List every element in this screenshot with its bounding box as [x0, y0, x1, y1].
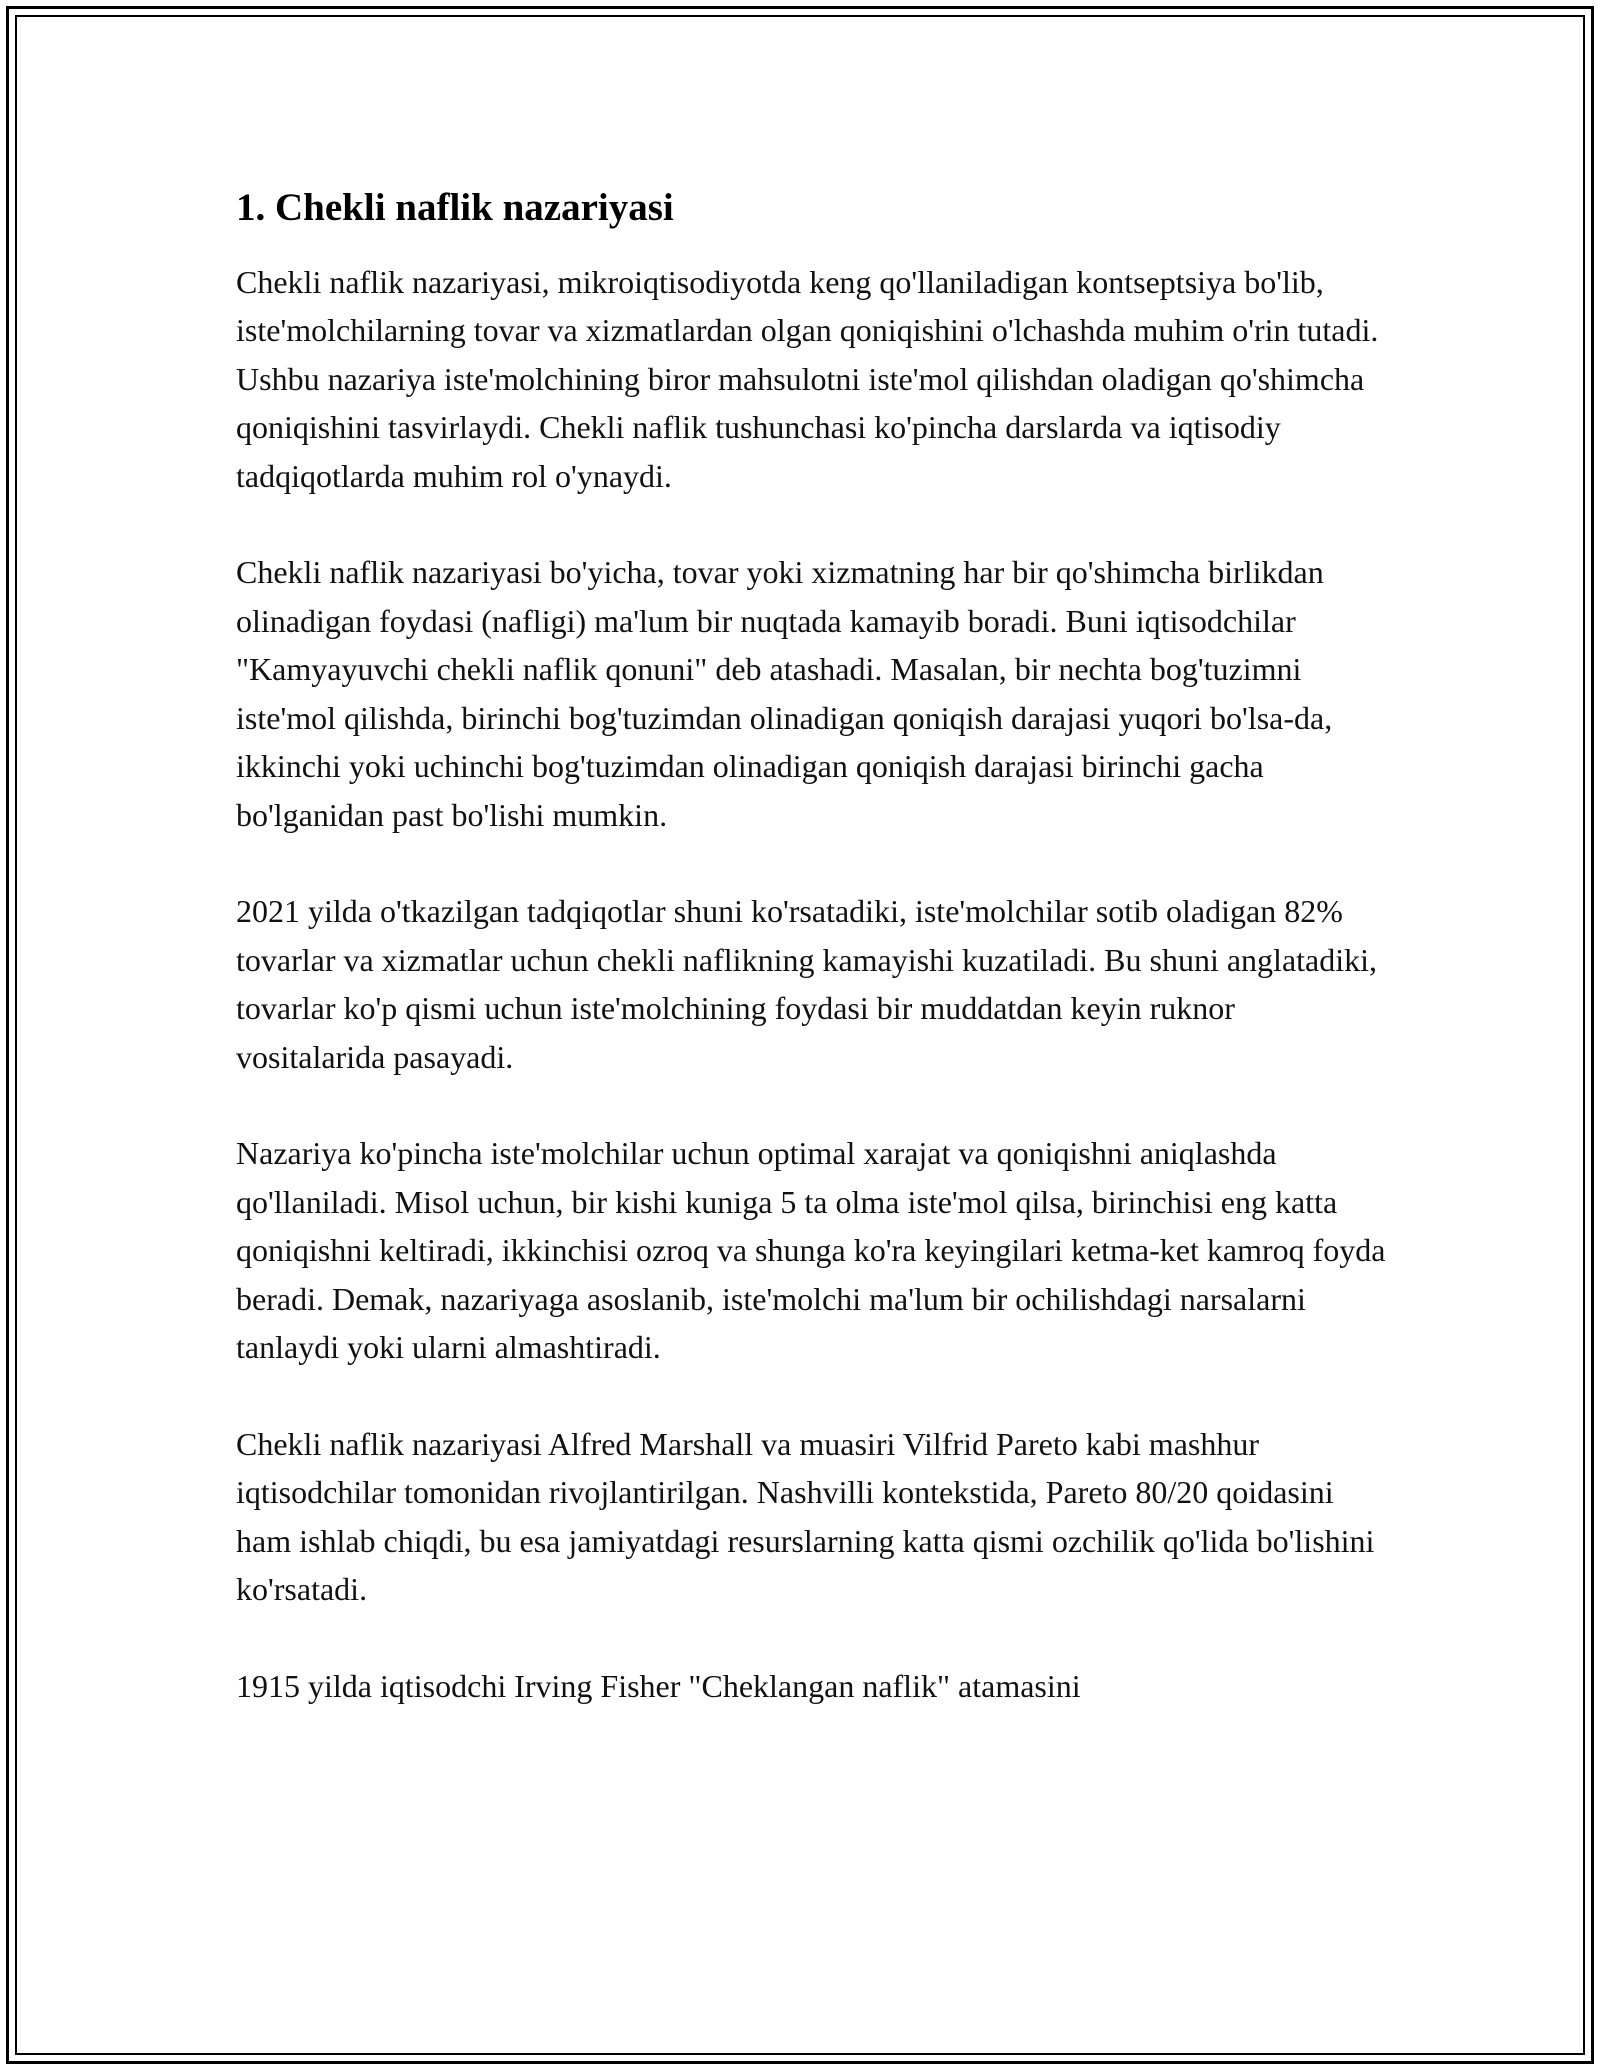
- paragraph-5: Chekli naflik nazariyasi Alfred Marshall va muasiri Vilfrid Pareto kabi mashhur iqtisodchilar tomonidan rivojlantirilgan. Nashvilli kontekstida, Pareto 80/20 qoidasini ham ishlab chiqdi, bu esa jamiyatdagi resurslarning katta qismi ozchilik qo'lida bo'lishini ko'rsatadi.: [236, 1425, 1375, 1608]
- document-body: [236, 185, 1386, 1758]
- paragraph-1: Chekli naflik nazariyasi, mikroiqtisodiyotda keng qo'llaniladigan kontseptsiya bo'lib, iste'molchilarning tovar va xizmatlardan olgan qoniqishini o'lchashda muhim o'rin tutadi. Ushbu nazariya iste'molchining biror mahsulotni iste'mol qilishdan oladigan qo'shimcha qoniqishini tasvirlaydi. Chekli naflik tushunchasi ko'pincha darslarda va iqtisodiy tadqiqotlarda muhim rol o'ynaydi.: [236, 263, 1379, 494]
- paragraph-3: 2021 yilda o'tkazilgan tadqiqotlar shuni ko'rsatadiki, iste'molchilar sotib oladigan 82% tovarlar va xizmatlar uchun chekli naflikning kamayishi kuzatiladi. Bu shuni anglatadiki, tovarlar ko'p qismi uchun iste'molchining foydasi bir muddatdan keyin ruknor vositalarida pasayadi.: [236, 893, 1378, 1075]
- paragraph-2: Chekli naflik nazariyasi bo'yicha, tovar yoki xizmatning har bir qo'shimcha birlikdan olinadigan foydasi (nafligi) ma'lum bir nuqtada kamayib boradi. Buni iqtisodchilar "Kamyayuvchi chekli naflik qonuni" deb atashadi. Masalan, bir nechta bog'tuzimni iste'mol qilishda, birinchi bog'tuzimdan olinadigan qoniqish darajasi yuqori bo'lsa-da, ikkinchi yoki uchinchi bog'tuzimdan olinadigan qoniqish darajasi birinchi gacha bo'lganidan past bo'lishi mumkin.: [236, 554, 1333, 833]
- paragraph-4: Nazariya ko'pincha iste'molchilar uchun optimal xarajat va qoniqishni aniqlashda qo'llaniladi. Misol uchun, bir kishi kuniga 5 ta olma iste'mol qilsa, birinchisi eng katta qoniqishni keltiradi, ikkinchisi ozroq va shunga ko'ra keyingilari ketma-ket kamroq foyda beradi. Demak, nazariyaga asoslanib, iste'molchi ma'lum bir ochilishdagi narsalarni tanlaydi yoki ularni almashtiradi.: [236, 1135, 1386, 1366]
- section-heading: 1. Chekli naflik nazariyasi: [236, 186, 674, 229]
- paragraph-6: 1915 yilda iqtisodchi Irving Fisher "Cheklangan naflik" atamasini: [236, 1667, 1081, 1704]
